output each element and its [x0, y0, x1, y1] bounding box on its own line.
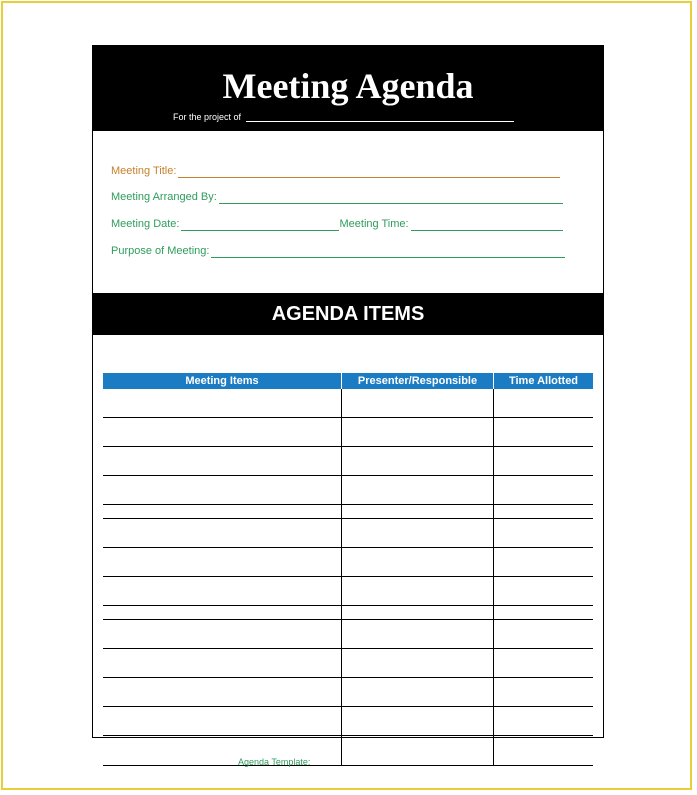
- table-row: [103, 620, 593, 649]
- table-cell[interactable]: [493, 447, 593, 475]
- agenda-table: [103, 373, 593, 766]
- arranged-by-input-line[interactable]: [219, 193, 563, 204]
- table-cell[interactable]: [493, 577, 593, 605]
- table-cell[interactable]: [103, 606, 341, 619]
- arranged-by-field: [111, 191, 563, 204]
- purpose-input-line[interactable]: [211, 247, 565, 258]
- table-cell[interactable]: [493, 519, 593, 547]
- table-cell[interactable]: [103, 577, 341, 605]
- agenda-title: AGENDA ITEMS: [271, 303, 425, 325]
- table-cell[interactable]: [341, 548, 493, 576]
- table-cell[interactable]: [103, 519, 341, 547]
- table-row: [103, 447, 593, 476]
- table-cell[interactable]: [341, 707, 493, 735]
- table-cell[interactable]: [341, 519, 493, 547]
- table-cell[interactable]: [341, 505, 493, 518]
- meeting-title-field: [111, 165, 560, 178]
- table-row: [103, 548, 593, 577]
- table-cell[interactable]: [103, 678, 341, 706]
- table-cell[interactable]: [103, 649, 341, 677]
- table-cell[interactable]: [341, 418, 493, 446]
- table-cell[interactable]: [103, 620, 341, 648]
- table-cell[interactable]: [341, 606, 493, 619]
- table-cell[interactable]: [493, 606, 593, 619]
- meeting-title-input-line[interactable]: [178, 167, 560, 178]
- column-header-meeting-items: Meeting Items: [185, 375, 259, 387]
- arranged-by-label: Meeting Arranged By:: [111, 191, 217, 203]
- table-cell[interactable]: [103, 707, 341, 735]
- table-row: [103, 707, 593, 736]
- project-label-suffix: [241, 112, 244, 122]
- meeting-date-label: Meeting Date:: [111, 218, 180, 230]
- table-row: [103, 678, 593, 707]
- table-cell[interactable]: [103, 418, 341, 446]
- table-header: [103, 373, 593, 389]
- footer-text: Agenda Template:: [238, 757, 311, 767]
- table-row: [103, 418, 593, 447]
- table-cell[interactable]: [493, 505, 593, 518]
- table-cell[interactable]: [103, 389, 341, 417]
- meeting-date-field: [111, 218, 563, 231]
- table-cell[interactable]: [341, 649, 493, 677]
- column-header-time-allotted: Time Allotted: [493, 373, 593, 389]
- table-cell[interactable]: [103, 548, 341, 576]
- agenda-sheet: [92, 45, 604, 738]
- column-header-presenter: Presenter/Responsible: [341, 373, 493, 389]
- table-cell[interactable]: [341, 476, 493, 504]
- project-label: For the project of: [173, 112, 242, 122]
- table-cell[interactable]: [493, 649, 593, 677]
- table-cell[interactable]: [493, 548, 593, 576]
- table-cell[interactable]: [341, 620, 493, 648]
- table-cell[interactable]: [341, 447, 493, 475]
- header-bar: [93, 46, 603, 131]
- table-row: [103, 389, 593, 418]
- table-cell[interactable]: [493, 707, 593, 735]
- table-cell[interactable]: [341, 577, 493, 605]
- table-row: [103, 736, 593, 765]
- table-cell[interactable]: [493, 736, 593, 765]
- table-row: [103, 476, 593, 505]
- purpose-field: [111, 245, 565, 258]
- table-cell[interactable]: [341, 389, 493, 417]
- table-row: [103, 606, 593, 620]
- table-body: [103, 389, 593, 766]
- project-input-line[interactable]: [246, 112, 514, 122]
- table-cell[interactable]: [103, 476, 341, 504]
- table-cell[interactable]: [493, 678, 593, 706]
- table-cell[interactable]: [341, 736, 493, 765]
- table-row: [103, 577, 593, 606]
- table-row: [103, 519, 593, 548]
- project-line: [173, 112, 514, 122]
- table-cell[interactable]: [493, 620, 593, 648]
- table-cell[interactable]: [493, 476, 593, 504]
- meeting-time-input-line[interactable]: [411, 220, 563, 231]
- meeting-date-input-line[interactable]: [181, 220, 339, 231]
- table-cell[interactable]: [103, 447, 341, 475]
- meeting-title-label: Meeting Title:: [111, 165, 177, 177]
- table-row: [103, 505, 593, 519]
- table-cell[interactable]: [103, 505, 341, 518]
- agenda-bar: [93, 293, 603, 335]
- purpose-label: Purpose of Meeting:: [111, 245, 210, 257]
- table-row: [103, 649, 593, 678]
- meeting-time-label: Meeting Time:: [339, 218, 409, 230]
- page-title: Meeting Agenda: [222, 66, 474, 106]
- table-cell[interactable]: [493, 418, 593, 446]
- table-cell[interactable]: [341, 678, 493, 706]
- table-cell[interactable]: [493, 389, 593, 417]
